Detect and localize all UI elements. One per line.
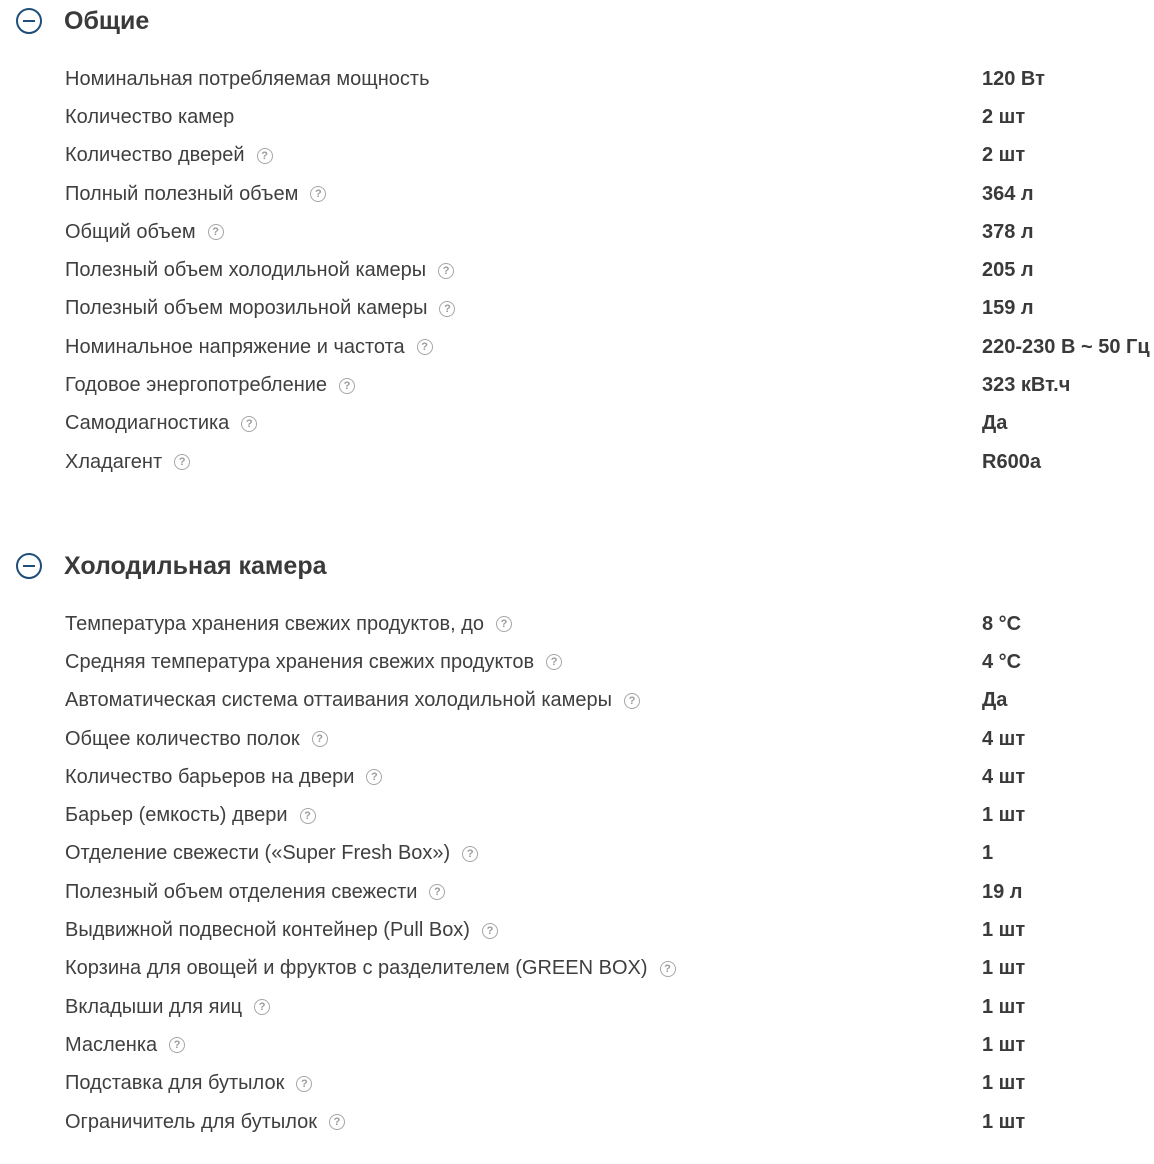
help-question-icon[interactable]: ? <box>438 263 454 279</box>
spec-label <box>65 842 478 865</box>
help-question-icon[interactable]: ? <box>310 186 326 202</box>
spec-row <box>65 366 1154 404</box>
spec-row <box>65 1026 1154 1064</box>
help-question-icon[interactable]: ? <box>329 1114 345 1130</box>
spec-row <box>65 796 1154 834</box>
spec-row <box>65 835 1154 873</box>
spec-label <box>65 336 433 359</box>
spec-label-text: Общее количество полок <box>65 727 300 750</box>
spec-label <box>65 728 328 751</box>
help-question-icon[interactable]: ? <box>312 731 328 747</box>
spec-label-text: Выдвижной подвесной контейнер (Pull Box) <box>65 919 470 942</box>
spec-label-text: Корзина для овощей и фруктов с разделителем (GREEN BOX) <box>65 957 648 980</box>
help-question-icon[interactable]: ? <box>624 693 640 709</box>
spec-value: 220-230 В ~ 50 Гц <box>982 335 1150 358</box>
spec-value: 364 л <box>982 182 1034 205</box>
section-title: Общие <box>64 6 150 35</box>
spec-value: 2 шт <box>982 144 1026 167</box>
spec-label-text: Вкладыши для яиц <box>65 995 243 1018</box>
spec-value: 1 шт <box>982 995 1026 1018</box>
help-question-icon[interactable]: ? <box>496 616 512 632</box>
spec-row <box>65 605 1154 643</box>
spec-label-text: Полезный объем отделения свежести <box>65 880 418 903</box>
spec-label-text: Отделение свежести («Super Fresh Box») <box>65 842 451 865</box>
spec-label <box>65 144 273 167</box>
spec-value: 8 °C <box>982 612 1022 635</box>
spec-label <box>65 766 382 789</box>
section-header[interactable] <box>16 550 327 582</box>
spec-label-text: Количество камер <box>65 105 235 128</box>
spec-label-text: Номинальная потребляемая мощность <box>65 67 430 90</box>
spec-row <box>65 443 1154 481</box>
spec-label-text: Количество дверей <box>65 144 245 167</box>
spec-row <box>65 213 1154 251</box>
spec-label <box>65 957 676 980</box>
spec-label <box>65 451 190 474</box>
help-question-icon[interactable]: ? <box>254 999 270 1015</box>
spec-row <box>65 1065 1154 1103</box>
help-question-icon[interactable]: ? <box>439 301 455 317</box>
spec-value: 323 кВт.ч <box>982 374 1071 397</box>
help-question-icon[interactable]: ? <box>660 961 676 977</box>
spec-label <box>65 651 562 674</box>
spec-label <box>65 996 270 1019</box>
spec-value: Да <box>982 689 1008 712</box>
spec-list <box>65 60 1154 481</box>
spec-value: 1 шт <box>982 957 1026 980</box>
spec-label-text: Автоматическая система оттаивания холодильной камеры <box>65 689 613 712</box>
spec-value: 2 шт <box>982 105 1026 128</box>
spec-value: 19 л <box>982 880 1023 903</box>
section-header[interactable] <box>16 5 149 37</box>
help-question-icon[interactable]: ? <box>169 1037 185 1053</box>
spec-label-text: Полный полезный объем <box>65 182 299 205</box>
spec-row <box>65 720 1154 758</box>
spec-value: 1 шт <box>982 1110 1026 1133</box>
spec-row <box>65 60 1154 98</box>
spec-label <box>65 919 498 942</box>
spec-label <box>65 1111 345 1134</box>
spec-value: 120 Вт <box>982 67 1045 90</box>
spec-label-text: Хладагент <box>65 450 163 473</box>
spec-row <box>65 137 1154 175</box>
spec-row <box>65 950 1154 988</box>
help-question-icon[interactable]: ? <box>296 1076 312 1092</box>
help-question-icon[interactable]: ? <box>429 884 445 900</box>
spec-label-text: Полезный объем морозильной камеры <box>65 297 428 320</box>
spec-row <box>65 758 1154 796</box>
spec-label <box>65 804 316 827</box>
spec-value: 1 шт <box>982 1033 1026 1056</box>
spec-label <box>65 221 224 244</box>
spec-row <box>65 873 1154 911</box>
spec-label-text: Номинальное напряжение и частота <box>65 335 405 358</box>
spec-label <box>65 106 234 129</box>
spec-value: 1 <box>982 842 994 865</box>
collapse-minus-icon[interactable] <box>16 8 42 34</box>
spec-value: Да <box>982 412 1008 435</box>
spec-label <box>65 412 257 435</box>
spec-label <box>65 1034 185 1057</box>
spec-row <box>65 290 1154 328</box>
spec-row <box>65 251 1154 289</box>
spec-label-text: Барьер (емкость) двери <box>65 804 288 827</box>
spec-label-text: Средняя температура хранения свежих продуктов <box>65 650 535 673</box>
help-question-icon[interactable]: ? <box>366 769 382 785</box>
spec-label-text: Количество барьеров на двери <box>65 765 355 788</box>
help-question-icon[interactable]: ? <box>462 846 478 862</box>
spec-value: 4 шт <box>982 765 1026 788</box>
spec-label <box>65 881 445 904</box>
spec-label-text: Самодиагностика <box>65 412 230 435</box>
spec-value: 1 шт <box>982 1072 1026 1095</box>
collapse-minus-icon[interactable] <box>16 553 42 579</box>
spec-label-text: Температура хранения свежих продуктов, до <box>65 612 484 635</box>
spec-value: 1 шт <box>982 804 1026 827</box>
spec-label <box>65 1072 312 1095</box>
help-question-icon[interactable]: ? <box>546 654 562 670</box>
spec-value: R600a <box>982 450 1041 473</box>
spec-label <box>65 297 455 320</box>
spec-label-text: Подставка для бутылок <box>65 1072 285 1095</box>
help-question-icon[interactable]: ? <box>482 923 498 939</box>
spec-label <box>65 183 326 206</box>
help-question-icon[interactable]: ? <box>257 148 273 164</box>
spec-value: 205 л <box>982 259 1034 282</box>
section-title: Холодильная камера <box>64 551 327 580</box>
spec-value: 159 л <box>982 297 1034 320</box>
spec-value: 378 л <box>982 220 1034 243</box>
spec-label-text: Годовое энергопотребление <box>65 374 328 397</box>
spec-row <box>65 98 1154 136</box>
spec-label-text: Полезный объем холодильной камеры <box>65 259 427 282</box>
help-question-icon[interactable]: ? <box>300 808 316 824</box>
spec-row <box>65 405 1154 443</box>
spec-row <box>65 175 1154 213</box>
help-question-icon[interactable]: ? <box>417 339 433 355</box>
spec-row <box>65 911 1154 949</box>
spec-label-text: Масленка <box>65 1033 158 1056</box>
spec-value: 4 шт <box>982 727 1026 750</box>
spec-row <box>65 643 1154 681</box>
help-question-icon[interactable]: ? <box>208 224 224 240</box>
spec-label-text: Общий объем <box>65 220 196 243</box>
spec-row <box>65 682 1154 720</box>
help-question-icon[interactable]: ? <box>339 378 355 394</box>
spec-label-text: Ограничитель для бутылок <box>65 1110 317 1133</box>
spec-row <box>65 988 1154 1026</box>
spec-row <box>65 1103 1154 1141</box>
spec-label <box>65 259 454 282</box>
help-question-icon[interactable]: ? <box>174 454 190 470</box>
spec-label <box>65 689 640 712</box>
spec-value: 1 шт <box>982 919 1026 942</box>
spec-label <box>65 613 512 636</box>
spec-value: 4 °C <box>982 650 1022 673</box>
spec-row <box>65 328 1154 366</box>
spec-label <box>65 374 355 397</box>
spec-list <box>65 605 1154 1141</box>
spec-label <box>65 68 430 91</box>
help-question-icon[interactable]: ? <box>241 416 257 432</box>
